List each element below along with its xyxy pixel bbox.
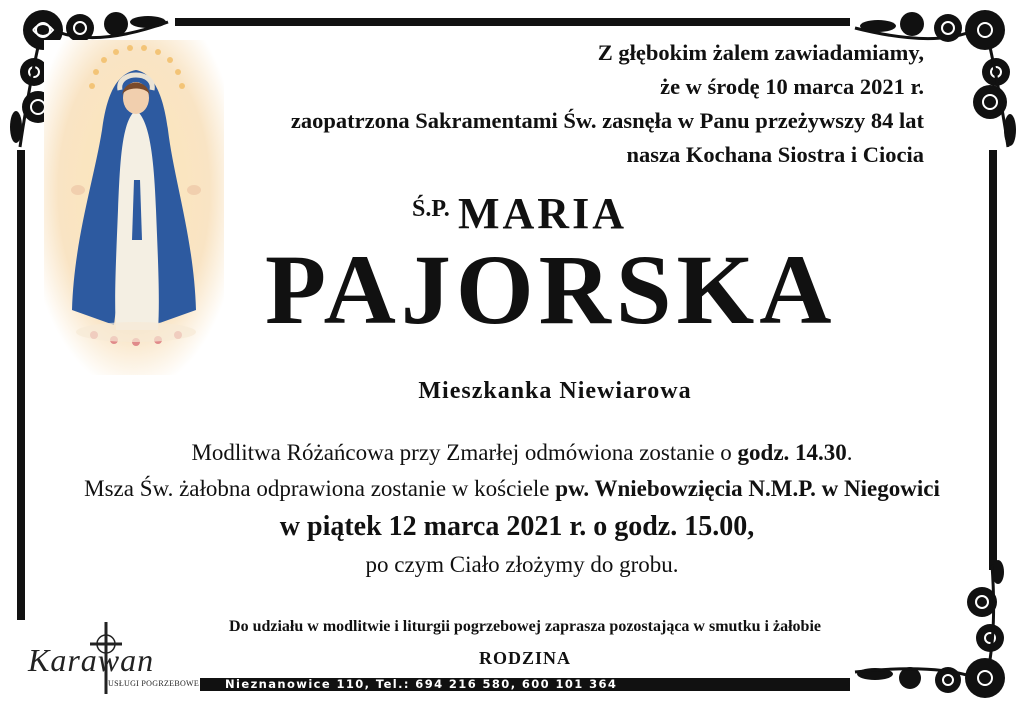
residence-line: Mieszkanka Niewiarowa	[418, 378, 692, 404]
intro-line: że w środę 10 marca 2021 r.	[660, 74, 924, 99]
mass-line	[0, 472, 1024, 506]
top-border-bar	[175, 18, 850, 26]
deceased-first-name: MARIA	[458, 189, 627, 238]
sp-prefix: Ś.P.	[412, 196, 450, 222]
rosary-end: .	[846, 440, 853, 465]
intro-line: zaopatrzona Sakramentami Św. zasnęła w Panu przeżywszy 84 lat	[290, 108, 924, 133]
karawan-logo	[20, 620, 205, 695]
intro-line: nasza Kochana Siostra i Ciocia	[626, 142, 924, 167]
burial-line: po czym Ciało złożymy do grobu.	[365, 552, 679, 577]
mass-datetime: w piątek 12 marca 2021 r. o godz. 15.00,	[279, 511, 755, 542]
mass-text: Msza Św. żałobna odprawiona zostanie w kościele	[84, 476, 556, 501]
virgin-mary-image	[44, 40, 224, 375]
family-signature: RODZINA	[478, 648, 571, 668]
logo-subtitle: USŁUGI POGRZEBOWE	[108, 679, 200, 688]
intro-line: Z głębokim żalem zawiadamiamy,	[597, 40, 924, 65]
invitation-line: Do udziału w modlitwie i liturgii pogrzebowej zaprasza pozostająca w smutku i żałobie	[229, 618, 821, 635]
logo-name: Karawan	[28, 642, 155, 678]
mass-church: pw. Wniebowzięcia N.M.P. w Niegowici	[555, 476, 940, 501]
rosary-line	[20, 434, 1024, 472]
rosary-time: godz. 14.30	[737, 440, 847, 465]
announcement-intro	[291, 36, 924, 172]
rosary-text: Modlitwa Różańcowa przy Zmarłej odmówiona zostanie o	[191, 440, 738, 465]
deceased-surname: PAJORSKA	[265, 234, 837, 345]
footer-contact: Nieznanowice 110, Tel.: 694 216 580, 600 101 364	[225, 677, 618, 691]
service-details	[0, 434, 1024, 582]
